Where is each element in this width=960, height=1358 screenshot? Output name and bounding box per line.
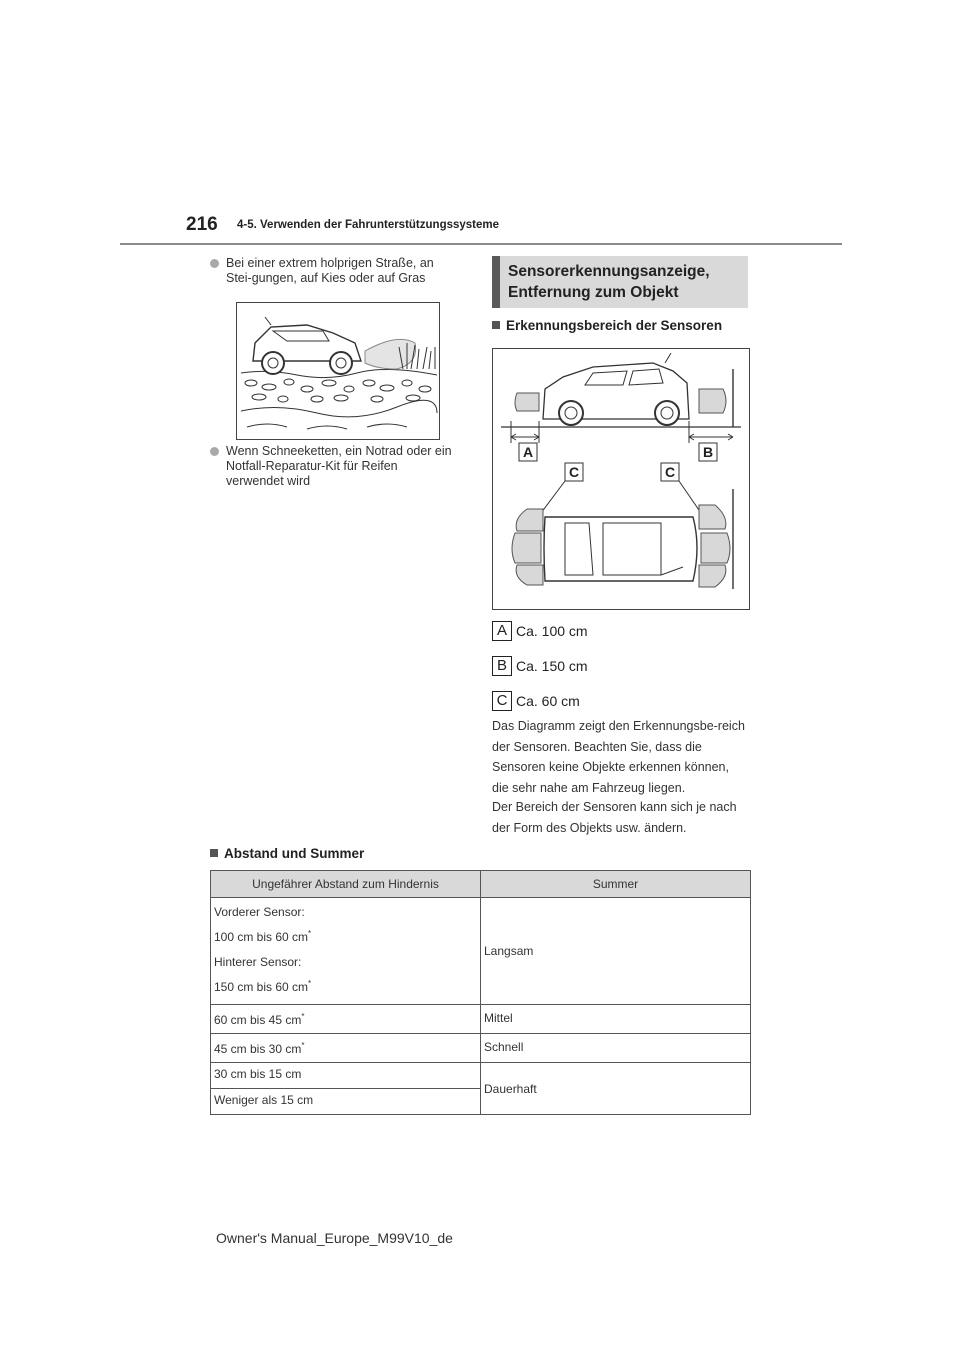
table-header-row — [211, 871, 751, 898]
legend-key-c: C — [492, 691, 512, 711]
legend-b — [492, 656, 692, 676]
car-on-rough-road-image — [237, 303, 439, 439]
table-row — [211, 898, 751, 1005]
legend-c — [492, 691, 692, 711]
detection-paragraph-2: Der Bereich der Sensoren kann sich je nach der Form des Objekts usw. ändern. — [492, 800, 737, 835]
buzzer-cell: Dauerhaft — [481, 1063, 751, 1115]
rough-road-illustration — [236, 302, 440, 440]
rear-sensor-range-text: 150 cm bis 60 cm — [214, 980, 309, 994]
footnote-marker: * — [308, 979, 312, 988]
rear-sensor-range — [214, 975, 477, 1000]
bullet-dot — [210, 259, 219, 268]
label-b: B — [702, 444, 714, 460]
distance-buzzer-subheading-text: Abstand und Summer — [224, 846, 365, 861]
front-sensor-range-text: 100 cm bis 60 cm — [214, 930, 309, 944]
distance-buzzer-table — [210, 870, 751, 1115]
rear-sensor-label: Hinterer Sensor: — [214, 955, 302, 969]
distance-cell — [211, 1005, 481, 1034]
label-a: A — [522, 444, 534, 460]
buzzer-cell: Mittel — [481, 1005, 751, 1034]
front-sensor-range — [214, 925, 477, 950]
buzzer-cell: Schnell — [481, 1034, 751, 1063]
legend-key-b: B — [492, 656, 512, 676]
page-number: 216 — [186, 214, 218, 235]
front-sensor-label: Vorderer Sensor: — [214, 905, 305, 919]
footnote-marker: * — [308, 929, 312, 938]
chapter-title: 4-5. Verwenden der Fahrunterstützungssysteme — [237, 219, 500, 231]
legend-text-a: Ca. 100 cm — [516, 623, 588, 639]
table-row — [211, 1005, 751, 1034]
label-c-right: C — [664, 464, 676, 480]
distance-cell: 30 cm bis 15 cm — [211, 1063, 481, 1089]
table-row — [211, 1063, 751, 1089]
sensor-range-svg — [493, 349, 749, 609]
bullet-text: Bei einer extrem holprigen Straße, an Stei-gungen, auf Kies oder auf Gras — [226, 256, 434, 285]
square-bullet-icon — [492, 321, 500, 329]
sensor-range-diagram — [492, 348, 750, 610]
column-header-buzzer: Summer — [481, 871, 751, 898]
section-heading — [492, 256, 748, 308]
header-rule — [120, 243, 842, 245]
column-header-distance: Ungefährer Abstand zum Hindernis — [211, 871, 481, 898]
footer-text: Owner's Manual_Europe_M99V10_de — [216, 1230, 453, 1246]
table-row — [211, 1034, 751, 1063]
distance-text: 45 cm bis 30 cm — [214, 1042, 302, 1056]
buzzer-cell: Langsam — [481, 898, 751, 1005]
detection-range-subheading — [492, 318, 722, 333]
bullet-snow-chains — [210, 444, 462, 492]
distance-cell — [211, 898, 481, 1005]
label-c-left: C — [568, 464, 580, 480]
detection-range-subheading-text: Erkennungsbereich der Sensoren — [506, 318, 723, 333]
section-heading-text: Sensorerkennungsanzeige, Entfernung zum Objekt — [508, 263, 710, 301]
bullet-dot — [210, 447, 219, 456]
footnote-marker: * — [301, 1012, 305, 1021]
distance-cell: Weniger als 15 cm — [211, 1089, 481, 1115]
bullet-text: Wenn Schneeketten, ein Notrad oder ein Notfall-Reparatur-Kit für Reifen verwendet wird — [226, 444, 452, 488]
detection-paragraph-1: Das Diagramm zeigt den Erkennungsbe-reich der Sensoren. Beachten Sie, dass die Sensoren keine Objekte erkennen können, die sehr nahe am Fahrzeug liegen. — [492, 719, 745, 795]
footnote-marker: * — [301, 1041, 305, 1050]
bullet-rough-road — [210, 256, 462, 288]
legend-key-a: A — [492, 621, 512, 641]
square-bullet-icon — [210, 849, 218, 857]
distance-text: 60 cm bis 45 cm — [214, 1013, 302, 1027]
distance-buzzer-subheading — [210, 846, 364, 861]
legend-a — [492, 621, 692, 641]
legend-text-b: Ca. 150 cm — [516, 658, 588, 674]
distance-cell — [211, 1034, 481, 1063]
legend-text-c: Ca. 60 cm — [516, 693, 580, 709]
